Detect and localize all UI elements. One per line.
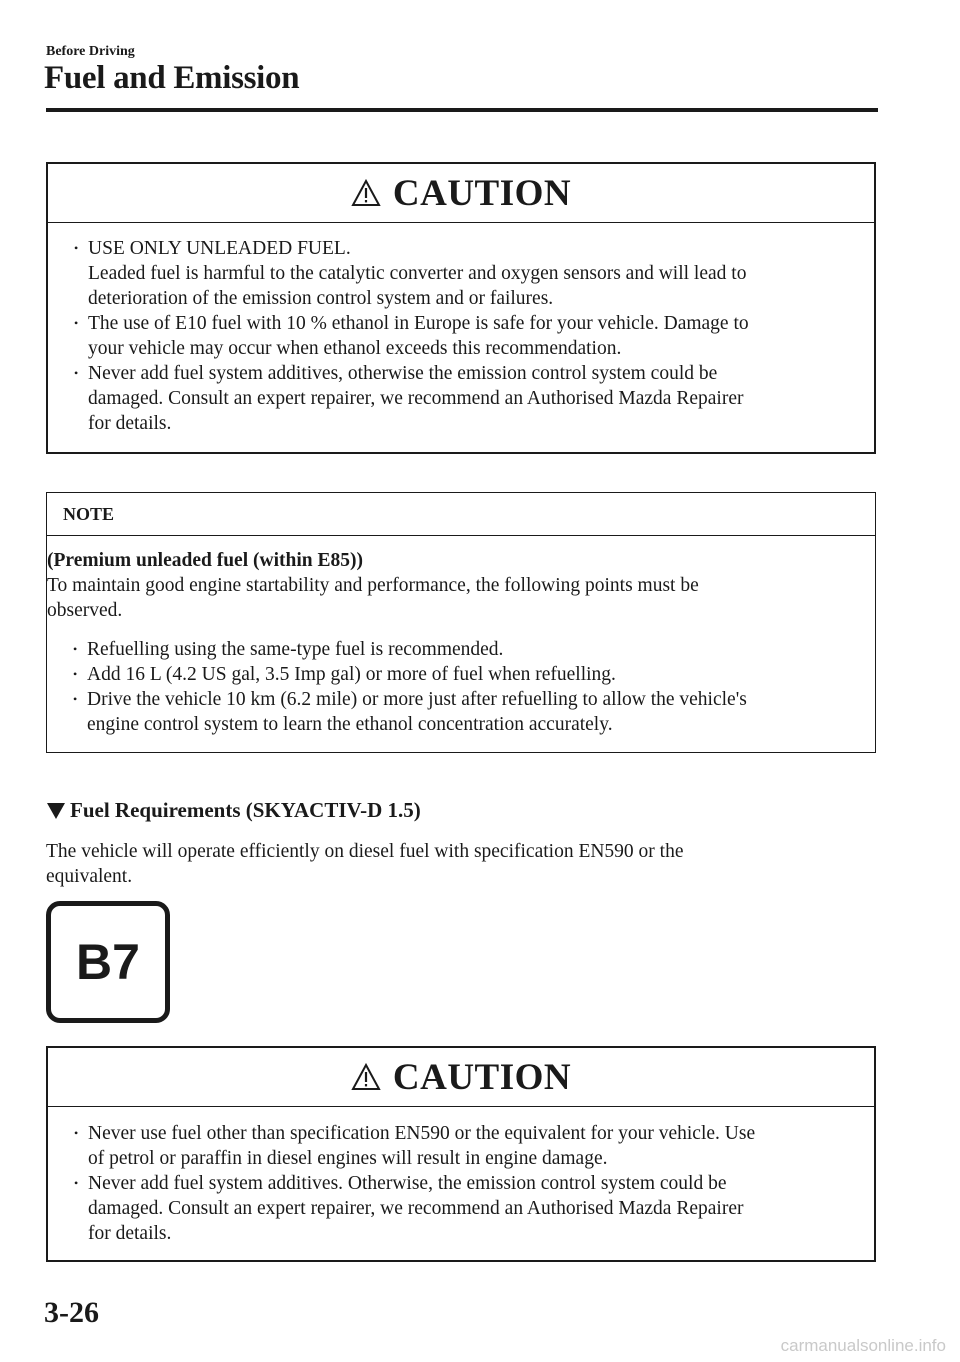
section-heading-text: Fuel Requirements (SKYACTIV-D 1.5) (70, 798, 421, 822)
note-intro: To maintain good engine startability and performance, the following points must be observed. (47, 575, 699, 621)
note-list (47, 637, 875, 737)
b7-fuel-label: B7 (46, 901, 170, 1023)
caution-list-1 (48, 236, 874, 436)
list-item: • USE ONLY UNLEADED FUEL. Leaded fuel is harmful to the catalytic converter and oxygen sensors and will lead to deterioration of the emission control system and or failures. (74, 238, 747, 309)
page-number: 3-26 (44, 1296, 99, 1329)
section-label: Before Driving (46, 44, 135, 59)
caution-header-2 (48, 1048, 874, 1107)
list-item: • The use of E10 fuel with 10 % ethanol in Europe is safe for your vehicle. Damage to your vehicle may occur when ethanol exceeds this recommendation. (74, 313, 749, 359)
warning-triangle-icon (351, 1063, 381, 1091)
list-item: • Refuelling using the same-type fuel is recommended. (73, 639, 504, 660)
list-item: • Drive the vehicle 10 km (6.2 mile) or more just after refuelling to allow the vehicle's engine control system to learn the ethanol concentration accurately. (73, 689, 747, 735)
header-divider (46, 108, 878, 112)
list-item: • Never add fuel system additives. Otherwise, the emission control system could be damaged. Consult an expert repairer, we recommend an Authorised Mazda Repairer for details. (74, 1173, 744, 1244)
note-box (46, 492, 876, 753)
down-triangle-icon (46, 802, 66, 820)
page-title: Fuel and Emission (44, 60, 300, 96)
watermark: carmanualsonline.info (780, 1336, 946, 1355)
section-heading (46, 798, 421, 823)
caution-title-1: CAUTION (392, 172, 572, 214)
caution-title-2: CAUTION (392, 1056, 572, 1098)
caution-list-2 (48, 1121, 874, 1246)
section-text: The vehicle will operate efficiently on diesel fuel with specification EN590 or the equivalent. (46, 841, 684, 887)
list-item: • Never add fuel system additives, otherwise the emission control system could be damaged. Consult an expert repairer, we recommend an Authorised Mazda Repairer for details. (74, 363, 744, 434)
list-item: • Add 16 L (4.2 US gal, 3.5 Imp gal) or more of fuel when refuelling. (73, 664, 616, 685)
note-subtitle: (Premium unleaded fuel (within E85)) (47, 550, 363, 571)
note-header: NOTE (47, 493, 875, 536)
caution-box-2 (46, 1046, 876, 1262)
caution-header-1 (48, 164, 874, 223)
list-item: • Never use fuel other than specification EN590 or the equivalent for your vehicle. Use of petrol or paraffin in diesel engines will result in engine damage. (74, 1123, 756, 1169)
warning-triangle-icon (351, 179, 381, 207)
caution-box-1 (46, 162, 876, 454)
note-body (47, 548, 875, 737)
